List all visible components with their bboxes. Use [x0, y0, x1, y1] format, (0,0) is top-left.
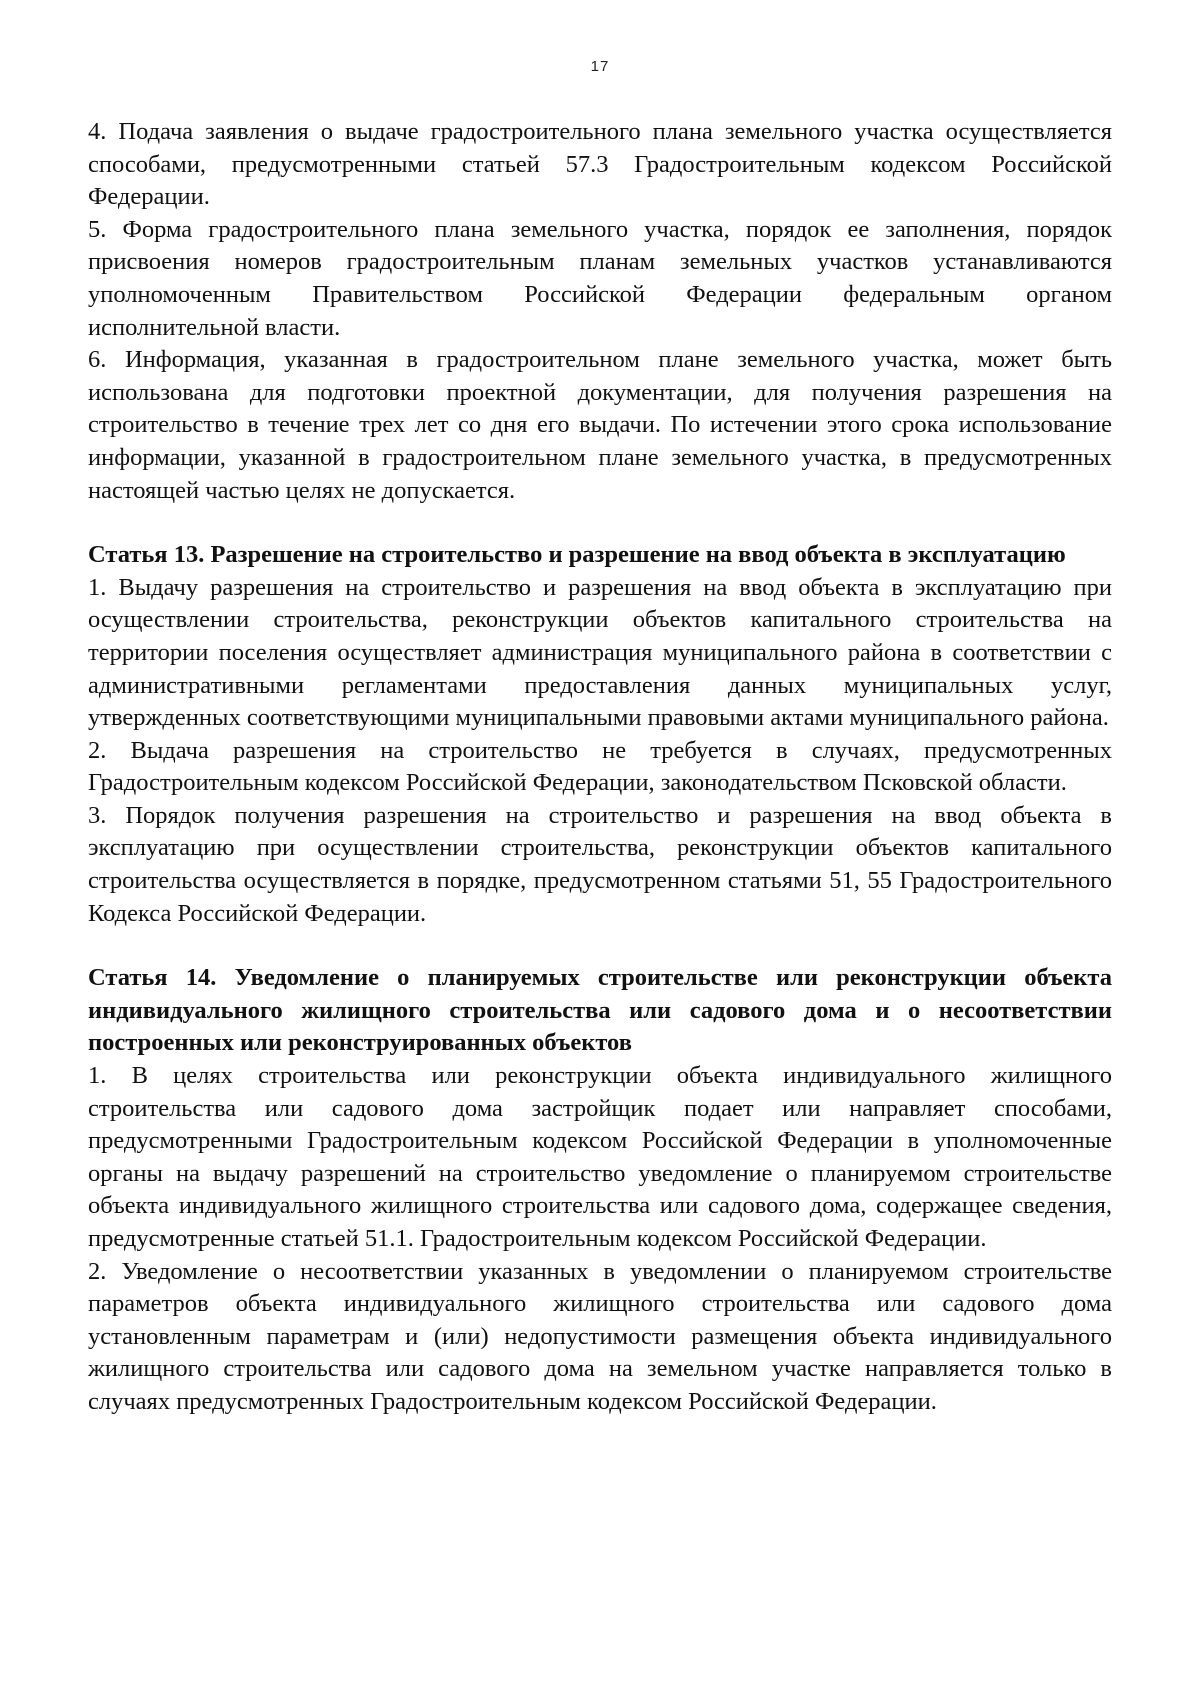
paragraph-5: 5. Форма градостроительного плана земельного участка, порядок ее заполнения, порядок присвоения номеров градостроительным планам земельных участков устанавливаются уполномоченным Правительством Российской Федерации федеральным органом исполнительной власти. [88, 215, 1112, 341]
document-body [88, 116, 1112, 1419]
article-13-paragraph-3: 3. Порядок получения разрешения на строительство и разрешения на ввод объекта в эксплуатацию при осуществлении строительства, реконструкции объектов капитального строительства осуществляется в порядке, предусмотренном статьями 51, 55 Градостроительного Кодекса Российской Федерации. [88, 801, 1112, 927]
section-spacer [88, 507, 1112, 539]
paragraph-4: 4. Подача заявления о выдаче градостроительного плана земельного участка осуществляется способами, предусмотренными статьей 57.3 Градостроительным кодексом Российской Федерации. [88, 118, 1112, 211]
article-13-paragraph-1: 1. Выдачу разрешения на строительство и разрешения на ввод объекта в эксплуатацию при осуществлении строительства, реконструкции объектов капитального строительства на территории поселения осуществляет администрация муниципального района в соответствии с административными регламентами предоставления данных муниципальных услуг, утвержденных соответствующими муниципальными правовыми актами муниципального района. [88, 573, 1112, 732]
paragraph-6: 6. Информация, указанная в градостроительном плане земельного участка, может быть использована для подготовки проектной документации, для получения разрешения на строительство в течение трех лет со дня его выдачи. По истечении этого срока использование информации, указанной в градостроительном плане земельного участка, в предусмотренных настоящей частью целях не допускается. [88, 346, 1112, 504]
article-14-paragraph-1: 1. В целях строительства или реконструкции объекта индивидуального жилищного строительства или садового дома застройщик подает или направляет способами, предусмотренными Градостроительным кодексом Российской Федерации в уполномоченные органы на выдачу разрешений на строительство уведомление о планируемом строительстве объекта индивидуального жилищного строительства или садового дома, содержащее сведения, предусмотренные статьей 51.1. Градостроительным кодексом Российской Федерации. [88, 1062, 1112, 1252]
page-number: 17 [590, 58, 610, 75]
section-spacer [88, 930, 1112, 962]
article-14-paragraph-2: 2. Уведомление о несоответствии указанных в уведомлении о планируемом строительстве параметров объекта индивидуального жилищного строительства или садового дома установленным параметрам и (или) недопустимости размещения объекта индивидуального жилищного строительства или садового дома на земельном участке направляется только в случаях предусмотренных Градостроительным кодексом Российской Федерации. [88, 1257, 1112, 1415]
article-14-heading: Статья 14. Уведомление о планируемых строительстве или реконструкции объекта индивидуального жилищного строительства или садового дома и о несоответствии построенных или реконструированных объектов [88, 964, 1112, 1057]
article-13-paragraph-2: 2. Выдача разрешения на строительство не требуется в случаях, предусмотренных Градостроительным кодексом Российской Федерации, законодательством Псковской области. [88, 736, 1112, 797]
article-13-heading: Статья 13. Разрешение на строительство и разрешение на ввод объекта в эксплуатацию [88, 541, 1066, 569]
